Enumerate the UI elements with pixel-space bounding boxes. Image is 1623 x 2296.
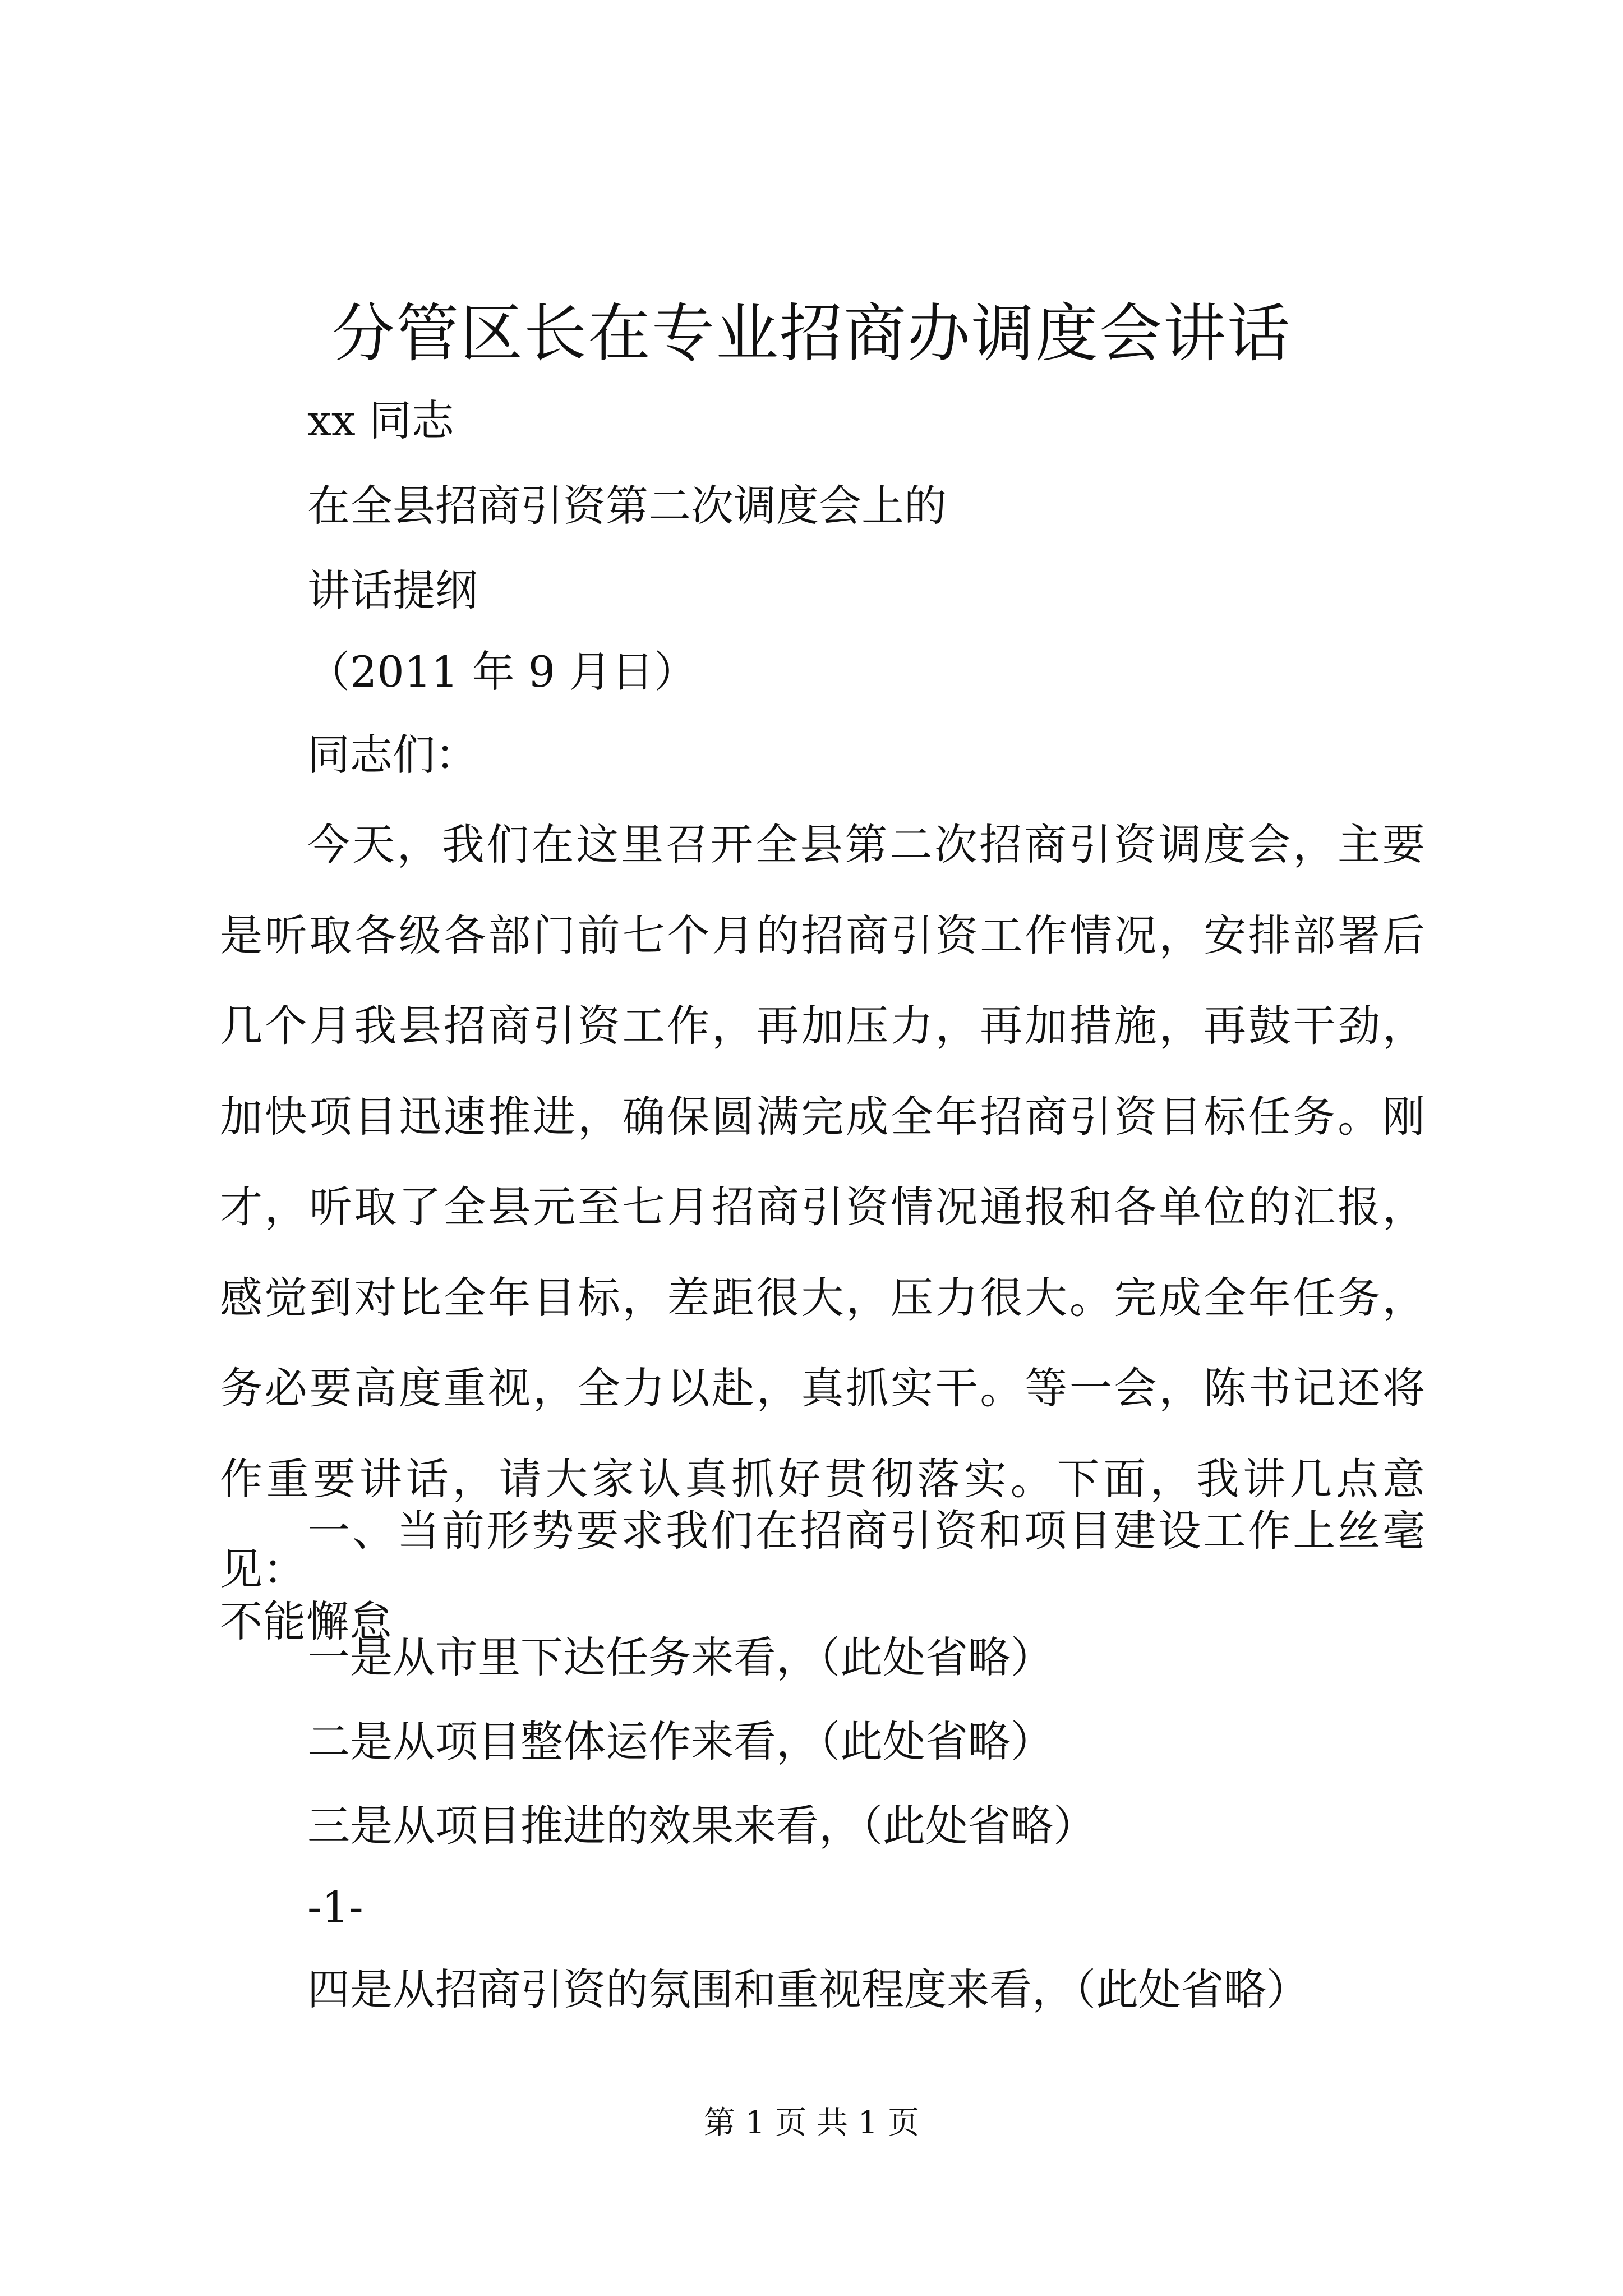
document-title: 分管区长在专业招商办调度会讲话 — [332, 297, 1291, 370]
point-three: 三是从项目推进的效果来看，（此处省略） — [307, 1801, 1096, 1851]
point-two: 二是从项目整体运作来看，（此处省略） — [307, 1717, 1053, 1766]
section-heading: 一、当前形势要求我们在招商引资和项目建设工作上丝毫不能懈怠 — [220, 1506, 1426, 1646]
point-one: 一是从市里下达任务来看，（此处省略） — [307, 1632, 1053, 1682]
main-paragraph: 今天，我们在这里召开全县第二次招商引资调度会，主要是听取各级各部门前七个月的招商引资工作情况，安排部署后几个月我县招商引资工作，再加压力，再加措施，再鼓干劲，加快项目迅速推进，确保圆满完成全年招商引资目标任务。刚才，听取了全县元至七月招商引资情况通报和各单位的汇报，感觉到对比全年目标，差距很大，压力很大。完成全年任务，务必要高度重视，全力以赴，真抓实干。等一会，陈书记还将作重要讲话，请大家认真抓好贯彻落实。下面，我讲几点意见： — [220, 820, 1426, 1594]
point-four: 四是从招商引资的氛围和重视程度来看，（此处省略） — [307, 1964, 1309, 2014]
date-line: （2011 年 9 月日） — [307, 647, 697, 697]
meeting-line: 在全县招商引资第二次调度会上的 — [307, 481, 947, 531]
outline-line: 讲话提纲 — [307, 565, 478, 615]
addressee-line: xx 同志 — [307, 395, 454, 445]
page-footer: 第 1 页 共 1 页 — [703, 2105, 920, 2141]
inline-page-marker: -1- — [307, 1882, 363, 1932]
salutation-line: 同志们： — [307, 730, 478, 780]
